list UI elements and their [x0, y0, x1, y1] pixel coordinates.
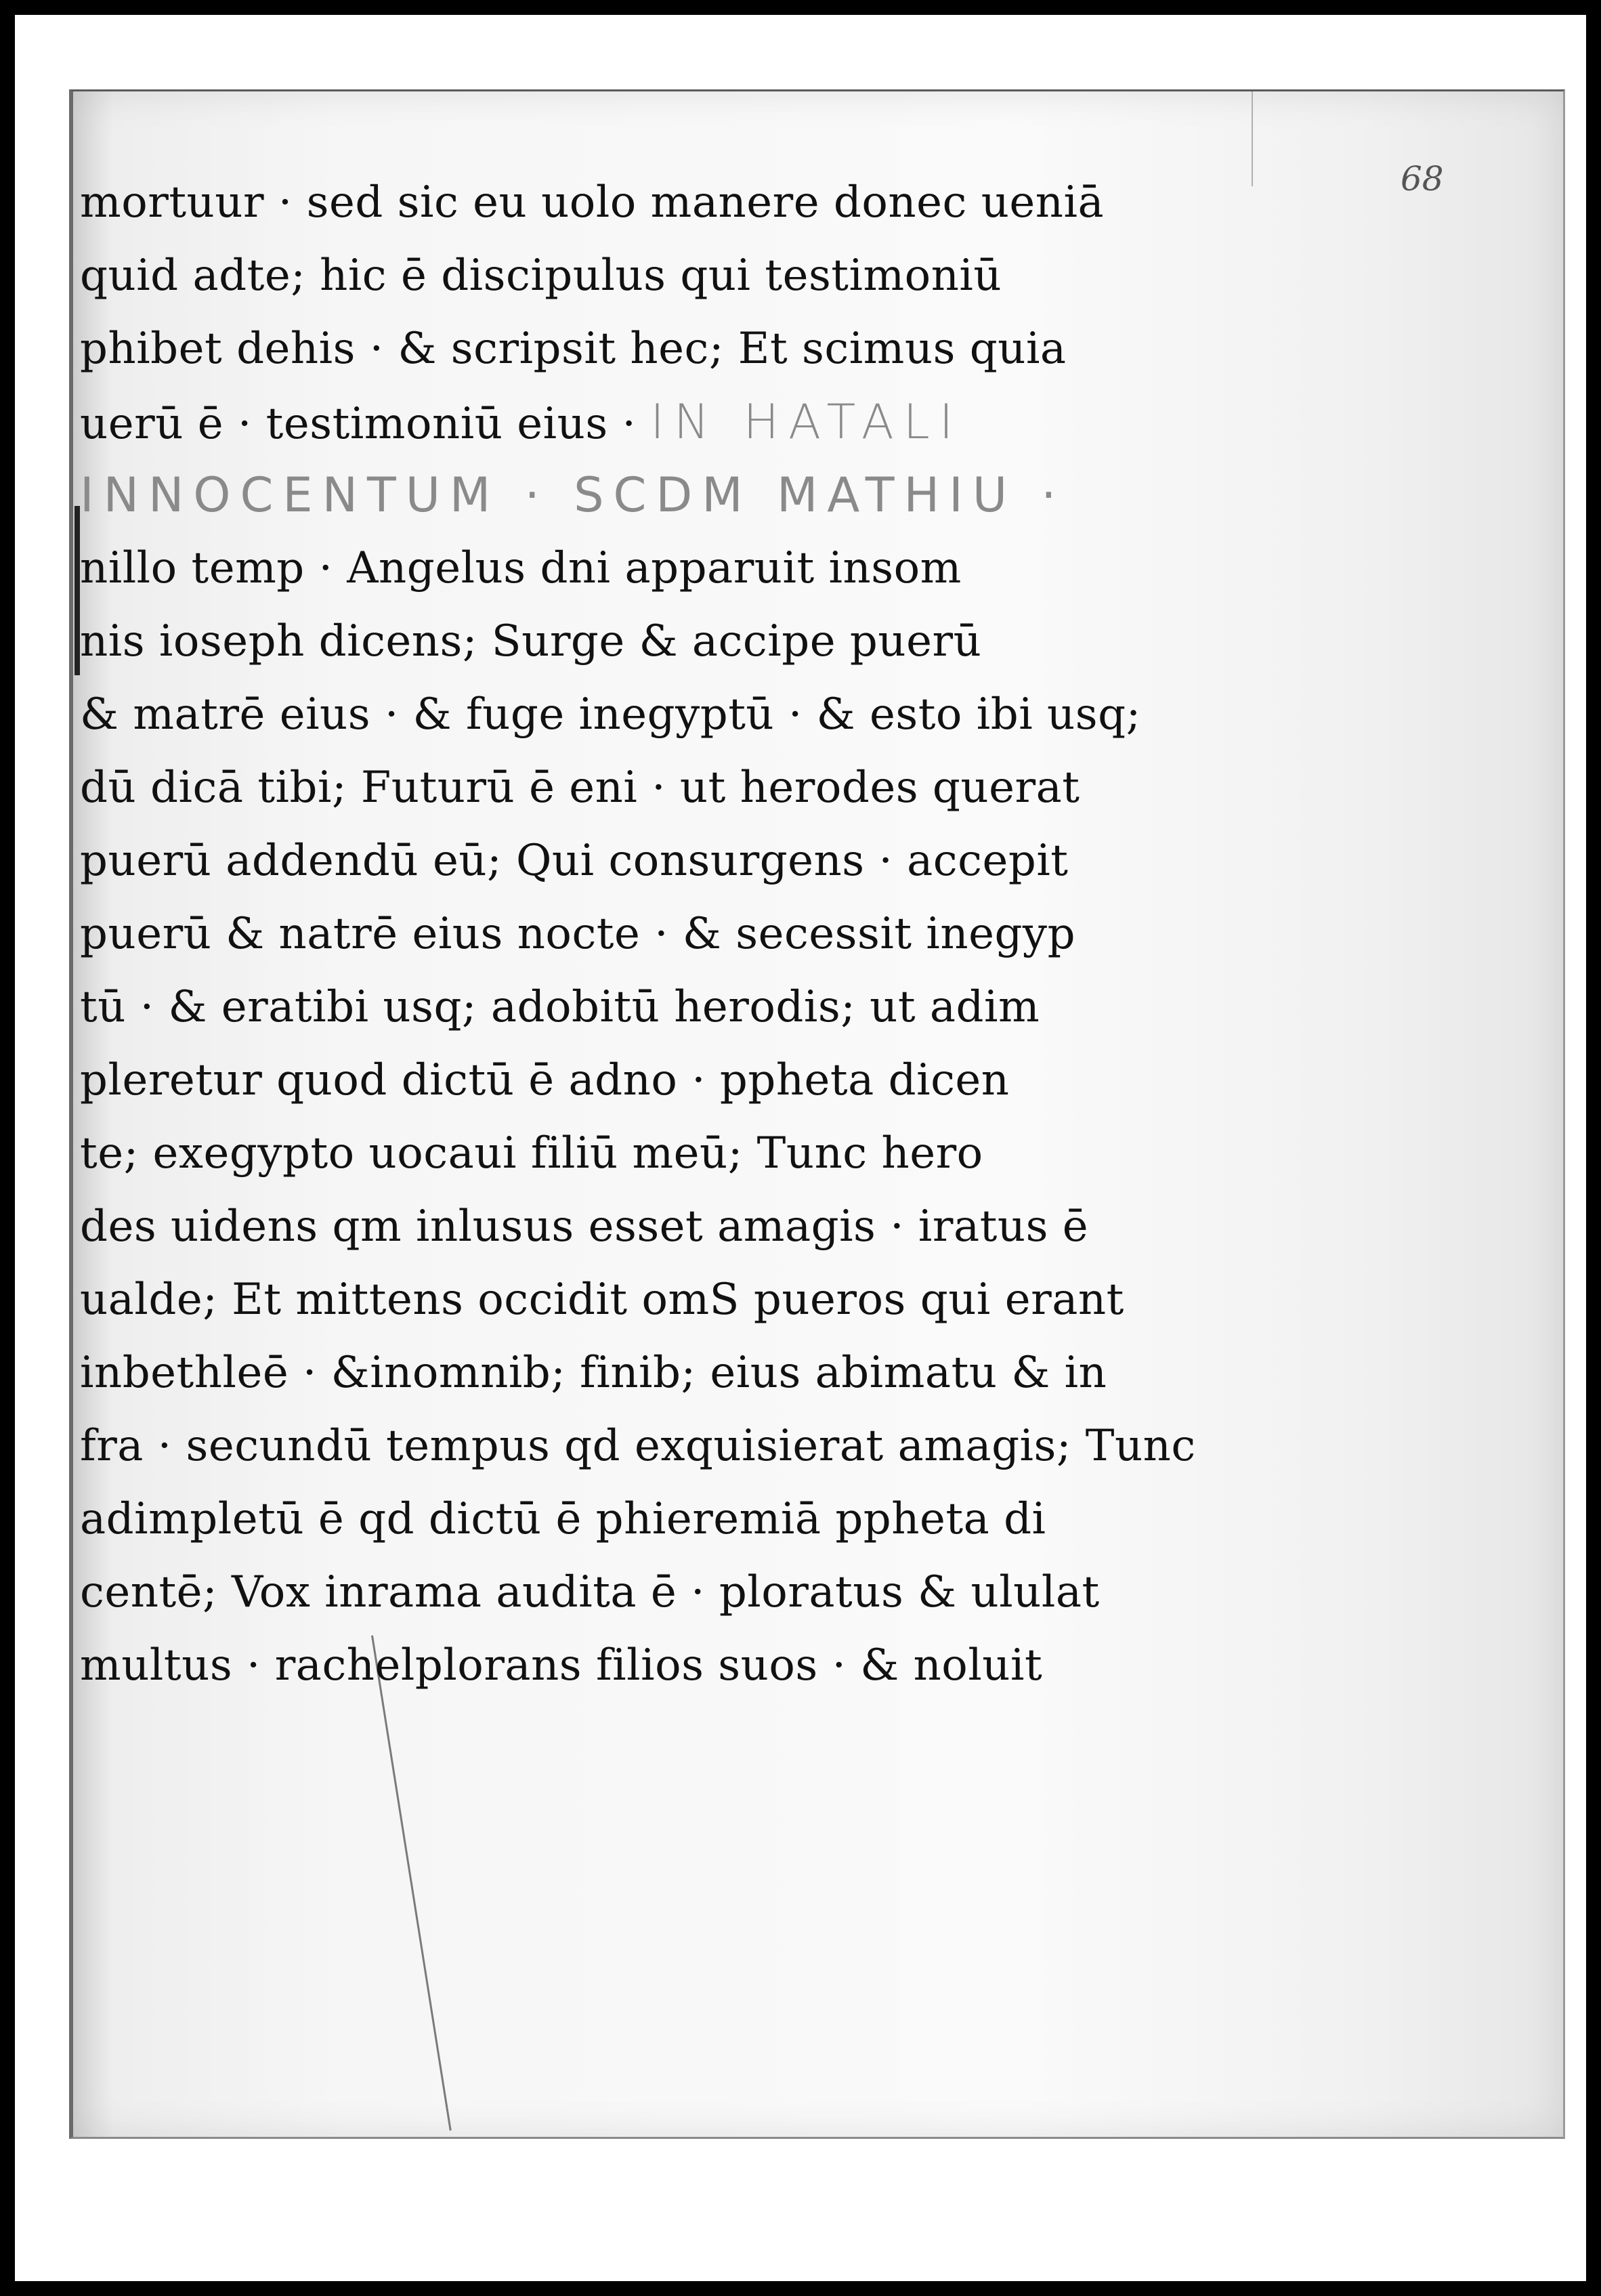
text-line-2: quid adte; hic ē discipulus qui testimoniū	[80, 251, 1002, 301]
text-line-21: multus · rachelplorans filios suos · & noluit	[80, 1640, 1043, 1691]
text-line-16: ualde; Et mittens occidit omS pueros qui erant	[80, 1275, 1124, 1325]
text-line-12: tū · & eratibi usq; adobitū herodis; ut adim	[80, 982, 1040, 1032]
text-line-8: & matrē eius · & fuge inegyptū · & esto ibi usq;	[80, 689, 1141, 740]
text-column	[80, 166, 1196, 1702]
text-line-13: pleretur quod dictū ē adno · ppheta dicen	[80, 1055, 1010, 1105]
rubric-heading-part-1: IN HATALI	[650, 394, 963, 450]
text-line-4	[80, 385, 1096, 459]
text-line-19: adimpletū ē qd dictū ē phieremiā ppheta di	[80, 1494, 1046, 1544]
page-fold-line	[1252, 91, 1253, 186]
text-line-18: fra · secundū tempus qd exquisierat amagis; Tunc	[80, 1421, 1196, 1471]
text-line-11: puerū & natrē eius nocte · & secessit inegyp	[80, 909, 1076, 959]
text-line-20: centē; Vox inrama audita ē · ploratus & ululat	[80, 1567, 1100, 1617]
rubric-heading-part-2: INNOCENTUM · SCDM MATHIU ·	[80, 467, 1066, 523]
text-line-14: te; exegypto uocaui filiū meū; Tunc hero	[80, 1128, 983, 1178]
text-line-4-body: uerū ē · testimoniū eius ·	[80, 399, 637, 449]
manuscript-page	[69, 89, 1565, 2139]
text-line-10: puerū addendū eū; Qui consurgens · accepit	[80, 836, 1069, 886]
text-line-1: mortuur · sed sic eu uolo manere donec ueniā	[80, 177, 1105, 228]
folio-number: 68	[1401, 159, 1444, 198]
text-line-17: inbethleē · &inomnib; finib; eius abimatu & in	[80, 1348, 1107, 1398]
initial-letter-stroke	[74, 506, 80, 675]
text-line-15: des uidens qm inlusus esset amagis · iratus ē	[80, 1202, 1089, 1252]
text-line-7: nis ioseph dicens; Surge & accipe puerū	[80, 616, 982, 666]
page-crack	[371, 1636, 452, 2131]
text-line-3: phibet dehis · & scripsit hec; Et scimus quia	[80, 324, 1067, 374]
text-line-9: dū dicā tibi; Futurū ē eni · ut herodes querat	[80, 763, 1080, 813]
text-line-6: nillo temp · Angelus dni apparuit insom	[80, 543, 962, 593]
